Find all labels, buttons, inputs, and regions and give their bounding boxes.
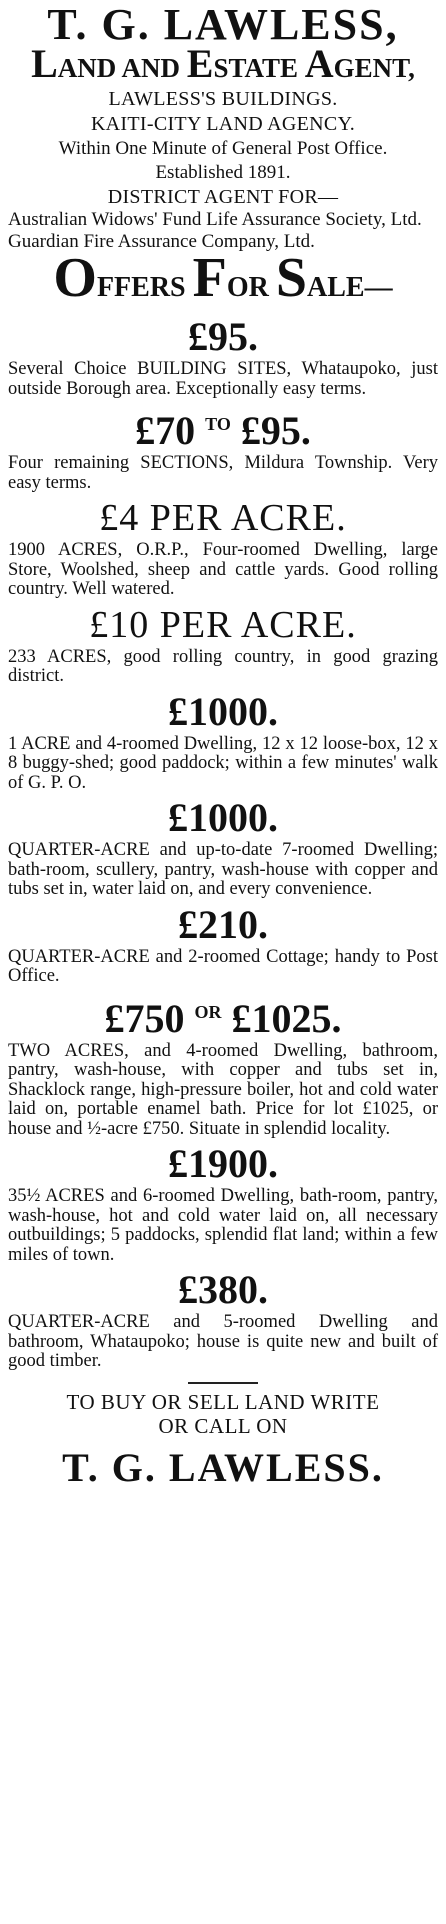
listing-price-separator: OR <box>194 1001 222 1022</box>
listing-description: 35½ ACRES and 6-roomed Dwelling, bath-room, pantry, wash-house, hot and cold water laid on, all necessary outbuildings; 5 paddocks, splendid flat land; within a few miles of town. <box>8 1186 438 1265</box>
title-initial-l: L <box>31 41 58 86</box>
listing-price: £95. <box>188 314 258 359</box>
divider-rule <box>188 1382 258 1384</box>
listing-price: £1900. <box>168 1141 278 1186</box>
listing-description: Several Choice BUILDING SITES, Whataupoko, just outside Borough area. Exceptionally easy terms. <box>8 359 438 399</box>
agent-name-heading: T. G. LAWLESS, <box>47 0 399 49</box>
listing-description: TWO ACRES, and 4-roomed Dwelling, bathroom, pantry, wash-house, with copper and tubs set in, Shacklock range, high-pressure boiler, hot and cold water laid on, portable enamel bath. Price for lot £1025, or house and ½-acre £750. Situate in splendid locality. <box>8 1040 438 1139</box>
listing-price: £4 PER ACRE. <box>99 497 347 539</box>
listing-description: 1900 ACRES, O.R.P., Four-roomed Dwelling, large Store, Woolshed, sheep and cattle yards. Good rolling country. Well watered. <box>8 540 438 599</box>
title-initial-e: E <box>186 41 214 86</box>
listing-price-low: £750 <box>104 995 185 1041</box>
title-word-land: AND AND <box>57 53 187 83</box>
advertisement <box>8 0 438 1490</box>
listing-description: Four remaining SECTIONS, Mildura Township. Very easy terms. <box>8 453 438 493</box>
title-word-agent: GENT, <box>333 53 415 83</box>
listing-price-separator: TO <box>205 414 231 434</box>
company-line-1: Australian Widows' Fund Life Assurance Society, Ltd. <box>8 209 422 230</box>
offers-word-for: OR <box>226 272 276 303</box>
listing-price-range <box>8 991 438 1040</box>
listing-price-high: £1025. <box>231 995 342 1041</box>
company-line-2: Guardian Fire Assurance Company, Ltd. <box>8 231 315 252</box>
district-agent-line: DISTRICT AGENT FOR— <box>107 186 339 208</box>
offers-initial-o: O <box>53 247 97 309</box>
listing-description: QUARTER-ACRE and 2-roomed Cottage; handy to Post Office. <box>8 946 438 986</box>
offers-initial-f: F <box>192 247 227 309</box>
listing-price-high: £95. <box>240 408 311 453</box>
listing-price: £210. <box>178 901 268 947</box>
offers-word-offers: FFERS <box>96 272 193 303</box>
agency-line: KAITI-CITY LAND AGENCY. <box>90 113 356 135</box>
title-initial-a: A <box>304 41 334 86</box>
offers-initial-s: S <box>275 247 308 309</box>
buildings-line: LAWLESS'S BUILDINGS. <box>108 88 338 110</box>
location-line: Within One Minute of General Post Office. <box>58 138 388 159</box>
listing-price: £380. <box>178 1267 268 1312</box>
listing-price-low: £70 <box>135 408 196 453</box>
footer-line-1: TO BUY OR SELL LAND WRITE <box>66 1389 380 1414</box>
listing-description: 1 ACRE and 4-roomed Dwelling, 12 x 12 loose-box, 12 x 8 buggy-shed; good paddock; within a few minutes' walk of G. P. O. <box>8 733 438 793</box>
listing-price-range <box>8 403 438 452</box>
signature: T. G. LAWLESS. <box>62 1444 384 1490</box>
established-line: Established 1891. <box>155 162 291 183</box>
listing-price: £1000. <box>168 688 278 734</box>
listing-description: 233 ACRES, good rolling country, in good grazing district. <box>8 646 438 686</box>
listing-price: £10 PER ACRE. <box>89 603 357 646</box>
listing-description: QUARTER-ACRE and 5-roomed Dwelling and bathroom, Whataupoko; house is quite new and built of good timber. <box>8 1312 438 1371</box>
offers-for-sale-heading <box>8 247 438 312</box>
title-word-estate: STATE <box>213 53 305 83</box>
listing-price: £1000. <box>168 795 278 840</box>
offers-word-sale: ALE— <box>307 272 393 303</box>
listing-description: QUARTER-ACRE and up-to-date 7-roomed Dwelling; bath-room, scullery, pantry, wash-house with copper and tubs set in, water laid on, and every convenience. <box>8 840 438 899</box>
agent-title-heading <box>8 41 438 86</box>
footer-line-2: OR CALL ON <box>158 1413 288 1438</box>
